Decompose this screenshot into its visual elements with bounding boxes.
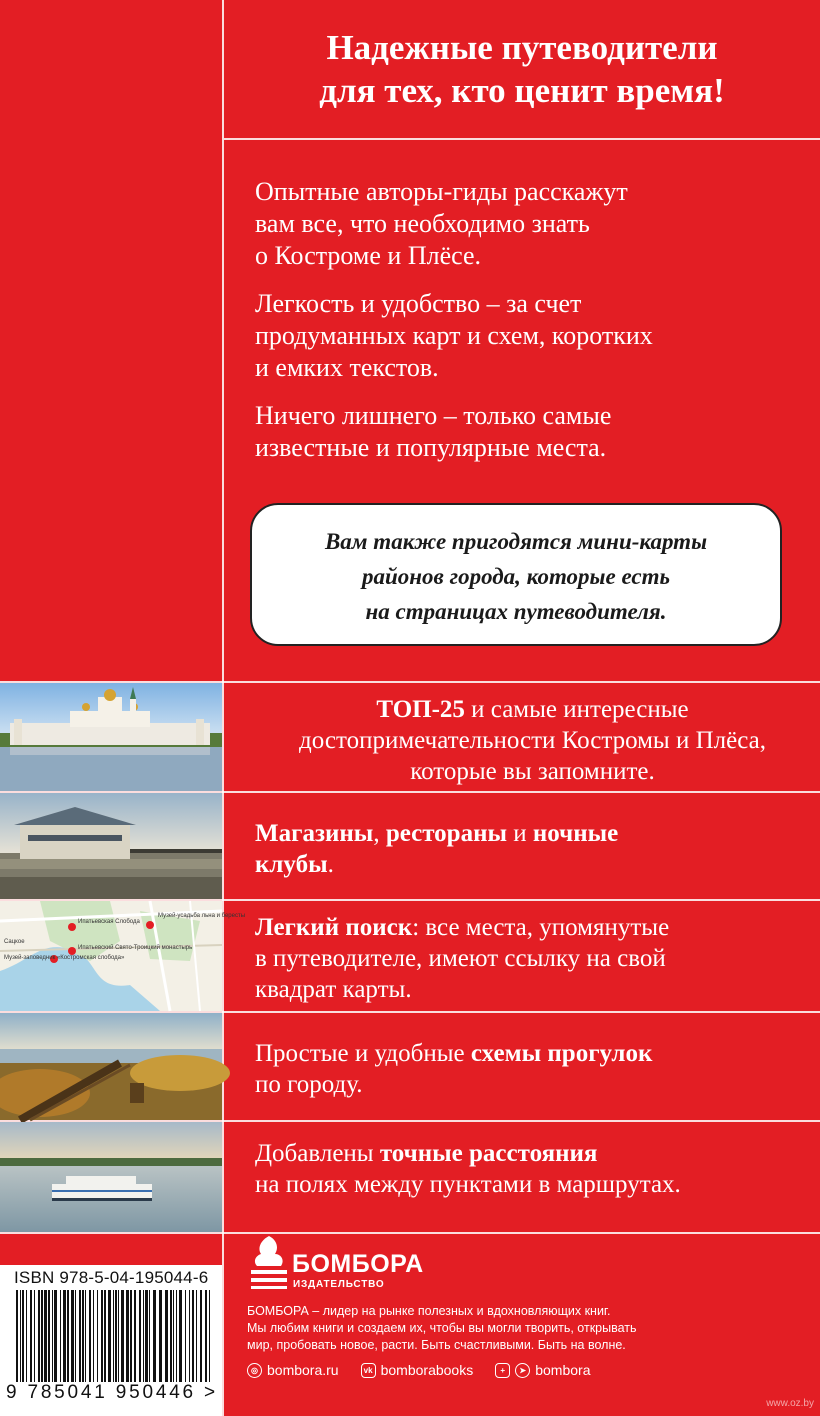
barcode-bar bbox=[82, 1290, 84, 1382]
barcode-bar bbox=[205, 1290, 207, 1382]
callout-line: Вам также пригодятся мини-карты bbox=[324, 529, 708, 554]
feature-text: в путеводителе, имеют ссылку на свой bbox=[255, 945, 666, 972]
intro-line: вам все, что необходимо знать bbox=[255, 209, 590, 238]
barcode-bar bbox=[189, 1290, 190, 1382]
map-label: Ипатьевский Свято-Троицкий монастырь bbox=[78, 945, 193, 951]
vertical-divider bbox=[222, 0, 224, 1416]
feature-text: Добавлены bbox=[255, 1140, 380, 1167]
intro-line: Легкость и удобство – за счет bbox=[255, 289, 582, 318]
barcode-bar bbox=[159, 1290, 162, 1382]
barcode-bar bbox=[67, 1290, 69, 1382]
feature-text: и самые интересные bbox=[464, 696, 689, 723]
barcode-bar bbox=[173, 1290, 174, 1382]
barcode-bar bbox=[38, 1290, 40, 1382]
barcode-bar bbox=[41, 1290, 43, 1382]
callout-line: на страницах путеводителя. bbox=[365, 599, 667, 624]
vk-text: bomborabooks bbox=[380, 1362, 474, 1378]
barcode-bar bbox=[63, 1290, 66, 1382]
river-cruise-photo bbox=[0, 1122, 222, 1232]
telegram-icon: ➤ bbox=[515, 1363, 530, 1378]
barcode-bar bbox=[115, 1290, 117, 1382]
intro-line: известные и популярные места. bbox=[255, 433, 607, 462]
globe-icon: ◎ bbox=[247, 1363, 262, 1378]
intro-line: Ничего лишнего – только самые bbox=[255, 401, 612, 430]
barcode-bar bbox=[20, 1290, 21, 1382]
feature-text: , bbox=[373, 820, 386, 847]
headline-line: для тех, кто ценит время! bbox=[319, 71, 725, 110]
barcode-bar bbox=[170, 1290, 172, 1382]
intro-line: продуманных карт и схем, коротких bbox=[255, 321, 653, 350]
barcode-bar bbox=[54, 1290, 57, 1382]
telegram-text: bombora bbox=[535, 1362, 591, 1378]
autumn-stairs-photo bbox=[0, 1013, 222, 1120]
website-link[interactable] bbox=[247, 1362, 339, 1378]
intro-line: Опытные авторы-гиды расскажут bbox=[255, 177, 628, 206]
barcode bbox=[14, 1290, 214, 1382]
barcode-bar bbox=[22, 1290, 24, 1382]
barcode-bar bbox=[60, 1290, 61, 1382]
feature-highlight: ночные bbox=[532, 820, 619, 847]
divider bbox=[0, 1232, 820, 1234]
intro-paragraph bbox=[255, 176, 628, 272]
vk-link[interactable] bbox=[361, 1362, 474, 1378]
publisher-desc-line: мир, пробовать новое, расти. Быть счастливыми. Быть на волне. bbox=[247, 1338, 626, 1352]
vk-icon: vk bbox=[361, 1363, 376, 1378]
barcode-bar bbox=[196, 1290, 197, 1382]
barcode-bar bbox=[179, 1290, 182, 1382]
isbn-barcode-box bbox=[0, 1265, 222, 1416]
feature-highlight: Магазины bbox=[255, 820, 374, 847]
feature-walks bbox=[255, 1038, 810, 1100]
map-label: Ипатьевская Слобода bbox=[78, 919, 140, 925]
barcode-bar bbox=[192, 1290, 194, 1382]
barcode-bar bbox=[75, 1290, 76, 1382]
barcode-bar bbox=[108, 1290, 111, 1382]
feature-text: на полях между пунктами в маршрутах. bbox=[255, 1171, 681, 1198]
publisher-desc-line: Мы любим книги и создаем их, чтобы вы могли творить, открывать bbox=[247, 1321, 637, 1335]
barcode-bar bbox=[200, 1290, 202, 1382]
feature-text: по городу. bbox=[255, 1071, 363, 1098]
barcode-bar bbox=[139, 1290, 141, 1382]
barcode-bar bbox=[101, 1290, 103, 1382]
publisher-desc-line: БОМБОРА – лидер на рынке полезных и вдохновляющих книг. bbox=[247, 1304, 611, 1318]
barcode-bar bbox=[52, 1290, 53, 1382]
feature-highlight: точные расстояния bbox=[379, 1140, 598, 1167]
feature-text: Простые и удобные bbox=[255, 1040, 471, 1067]
headline bbox=[224, 26, 820, 112]
barcode-bar bbox=[85, 1290, 86, 1382]
barcode-bar bbox=[93, 1290, 94, 1382]
divider bbox=[224, 138, 820, 140]
feature-text: и bbox=[507, 820, 533, 847]
barcode-bar bbox=[149, 1290, 150, 1382]
feature-highlight: схемы прогулок bbox=[470, 1040, 653, 1067]
telegram-link[interactable] bbox=[495, 1362, 590, 1378]
headline-line: Надежные путеводители bbox=[326, 28, 718, 67]
barcode-bar bbox=[145, 1290, 148, 1382]
isbn-label: ISBN 978-5-04-195044-6 bbox=[14, 1268, 209, 1287]
feature-highlight: Легкий поиск bbox=[255, 914, 413, 941]
callout-line: районов города, которые есть bbox=[362, 564, 670, 589]
barcode-bar bbox=[97, 1290, 98, 1382]
intro-paragraph bbox=[255, 400, 611, 464]
publisher-subtitle: ИЗДАТЕЛЬСТВО bbox=[293, 1279, 385, 1290]
messenger-icon: + bbox=[495, 1363, 510, 1378]
feature-shops bbox=[255, 818, 810, 880]
barcode-bar bbox=[79, 1290, 81, 1382]
barcode-bar bbox=[89, 1290, 91, 1382]
intro-paragraph bbox=[255, 288, 653, 384]
feature-distances bbox=[255, 1138, 810, 1200]
map-label: Музей-заповедник «Костромская слобода» bbox=[4, 955, 125, 961]
barcode-bar bbox=[130, 1290, 132, 1382]
barcode-digits: 9 785041 950446 > bbox=[6, 1382, 218, 1403]
bombora-logo-icon bbox=[247, 1234, 291, 1290]
feature-search bbox=[255, 912, 810, 1005]
barcode-bar bbox=[165, 1290, 168, 1382]
map-thumbnail bbox=[0, 901, 246, 1011]
feature-text: достопримечательности Костромы и Плёса, bbox=[299, 727, 766, 754]
feature-text: . bbox=[327, 851, 334, 878]
feature-highlight: ТОП-25 bbox=[376, 696, 465, 723]
barcode-bar bbox=[176, 1290, 177, 1382]
barcode-bar bbox=[113, 1290, 114, 1382]
barcode-bar bbox=[153, 1290, 156, 1382]
barcode-bar bbox=[34, 1290, 35, 1382]
barcode-bar bbox=[118, 1290, 119, 1382]
publisher-description bbox=[247, 1303, 807, 1354]
barcode-bar bbox=[185, 1290, 186, 1382]
pavilion-photo bbox=[0, 793, 222, 899]
barcode-bar bbox=[126, 1290, 129, 1382]
barcode-bar bbox=[71, 1290, 74, 1382]
barcode-bar bbox=[143, 1290, 144, 1382]
map-label: Музей-усадьба льна и бересты bbox=[158, 913, 246, 919]
barcode-bar bbox=[209, 1290, 210, 1382]
barcode-bar bbox=[104, 1290, 106, 1382]
callout-box bbox=[250, 503, 782, 646]
feature-highlight: рестораны bbox=[385, 820, 508, 847]
feature-top25 bbox=[255, 694, 810, 787]
feature-text: которые вы запомните. bbox=[410, 758, 655, 785]
publisher-name: БОМБОРА bbox=[292, 1250, 424, 1278]
intro-line: и емких текстов. bbox=[255, 353, 439, 382]
barcode-bar bbox=[48, 1290, 50, 1382]
feature-text: квадрат карты. bbox=[255, 976, 412, 1003]
barcode-bar bbox=[44, 1290, 47, 1382]
website-text: bombora.ru bbox=[267, 1362, 339, 1378]
social-links bbox=[247, 1362, 612, 1378]
watermark: www.oz.by bbox=[766, 1398, 814, 1409]
barcode-bar bbox=[121, 1290, 124, 1382]
intro-line: о Костроме и Плёсе. bbox=[255, 241, 482, 270]
barcode-bar bbox=[16, 1290, 18, 1382]
barcode-bar bbox=[30, 1290, 32, 1382]
barcode-bar bbox=[134, 1290, 136, 1382]
monastery-photo bbox=[0, 683, 222, 791]
feature-text: : все места, упомянутые bbox=[412, 914, 670, 941]
barcode-bar bbox=[26, 1290, 27, 1382]
map-label: Сацкое bbox=[4, 939, 25, 945]
feature-highlight: клубы bbox=[255, 851, 328, 878]
